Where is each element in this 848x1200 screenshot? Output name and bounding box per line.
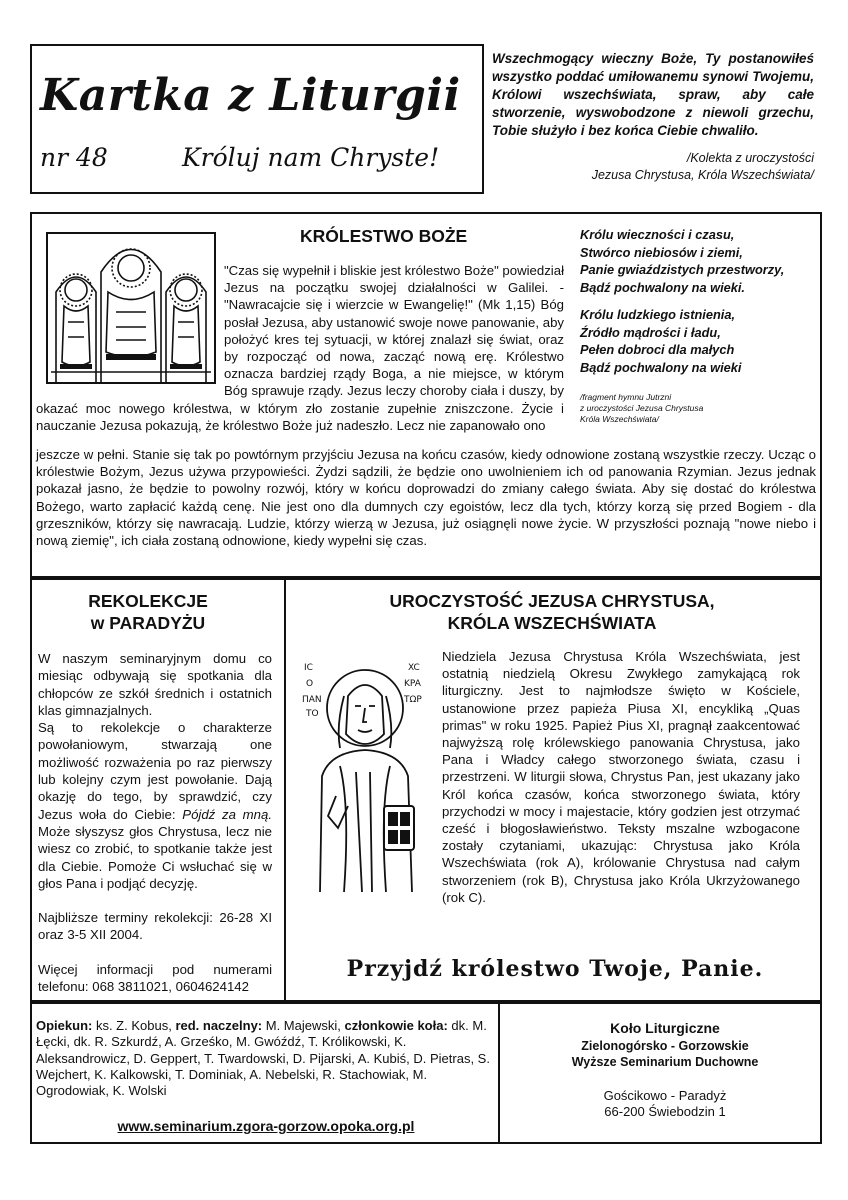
club-line: Wyższe Seminarium Duchowne: [571, 1055, 759, 1069]
staff-label: Opiekun:: [36, 1018, 93, 1033]
rekolekcje-heading-line: w PARADYŻU: [90, 613, 206, 633]
staff-label: członkowie koła:: [344, 1018, 448, 1033]
hymn-line: Królu ludzkiego istnienia,: [580, 307, 735, 322]
hymn-source-line: z uroczystości Jezusa Chrystusa: [580, 403, 704, 413]
icon-letter: TΩP: [404, 695, 422, 705]
hymn-stanza-1: [580, 226, 820, 296]
editorial-staff: [36, 1018, 496, 1099]
krolestwo-heading: KRÓLESTWO BOŻE: [300, 226, 468, 246]
hymn-line: Bądź pochwalony na wieki: [580, 359, 742, 375]
newsletter-title: Kartka z Liturgii: [40, 70, 461, 121]
hymn-source-line: /fragment hymnu Jutrzni: [580, 392, 672, 402]
uroczystosc-heading: [288, 590, 816, 634]
rekolekcje-contact: Więcej informacji pod numerami telefonu: 068 3811021, 0604624142: [38, 961, 272, 995]
club-name: Koło Liturgiczne: [610, 1020, 720, 1036]
address-line: 66-200 Świebodzin 1: [604, 1104, 726, 1119]
icon-letter: TO: [306, 709, 319, 719]
icon-letter: O: [306, 679, 314, 689]
icon-letter: IC: [304, 663, 313, 673]
uroczystosc-heading-line: UROCZYSTOŚĆ JEZUSA CHRYSTUSA,: [389, 591, 715, 611]
staff-value: ks. Z. Kobus,: [92, 1018, 176, 1033]
address-line: Gościkowo - Paradyż: [603, 1088, 727, 1103]
rekolekcje-p2-text: Może słyszysz głos Chrystusa, lecz nie wiesz co zrobić, to spotkanie także jest dla Ciebie. Pomoże Ci wsłuchać się w głos Pana i podjąć decyzję.: [38, 823, 272, 891]
icon-letter: KPA: [404, 679, 421, 689]
club-line: Zielonogórsko - Gorzowskie: [581, 1039, 749, 1053]
postal-address: [510, 1088, 820, 1120]
staff-value: dk. M. Łęcki, dk. R. Szkurdź, A. Grześko, M. Gwóźdź, T. Królikowski, K. Aleksandrowicz, D. Geppert, T. Twardowski, D. Pijarski, A. Kubiś, D. Pietras, S. Wejchert, K. Kalkowski, T. Dominiak, A. Nebelski, R. Stachowiak, M. Ogrodowiak, K. Wolski: [36, 1018, 490, 1099]
hymn-line: Stwórco niebiosów i ziemi,: [580, 244, 743, 260]
rekolekcje-paragraph-2: [38, 719, 272, 892]
krolestwo-text: [36, 262, 564, 434]
rekolekcje-p2-text: Są to rekolekcje o charakterze powołaniowym, stwarzają one możliwość rozważenia po raz pierwszy lub kolejny czym jest powołanie. Dają okazję do tego, by sprawdzić, czy Jezus woła do Ciebie:: [38, 720, 272, 822]
hymn-stanza-2: [580, 306, 820, 376]
krolestwo-text-part2: jeszcze w pełni. Stanie się tak po powtórnym przyjściu Jezusa na końcu czasów, kiedy odnowione zostaną wszystkie rzeczy. Ucząc o królestwie Bożym, Jezus używa przypowieści. Żydzi sądzili, że będzie ono uwolnieniem ich od panowania Rzymian. Jezus jednak pokazał jasno, że będzie to powolny rozwój, który w końcu doprowadzi do zmiany całego świata. Aby się dostać do królestwa Bożego, warto zapłacić każdą cenę. Nie jest ono dla dumnych czy egoistów, lecz dla tych, którzy korzą się przed Bogiem - dla grzeszników, którzy się nawracają. Ludzie, którzy wierzą w Jezusa, już osiągnęli nowe życie. W przyszłości poznają "nowe niebo i nową ziemię", ich ciała zostaną odnowione, kiedy wypełni się czas.: [36, 447, 816, 549]
staff-value: M. Majewski,: [262, 1018, 345, 1033]
image-wrap-spacer: [36, 262, 224, 390]
icon-letter: ΠAN: [302, 695, 322, 705]
club-info: [510, 1020, 820, 1070]
website-link[interactable]: www.seminarium.zgora-gorzow.opoka.org.pl: [117, 1118, 415, 1134]
rekolekcje-body: [38, 650, 272, 995]
rekolekcje-heading: [32, 590, 264, 634]
rekolekcje-heading-line: REKOLEKCJE: [88, 591, 208, 611]
krolestwo-text-part1: "Czas się wypełnił i bliskie jest królestwo Boże" powiedział Jezus na początku swojej działalności w Galilei. - "Nawracajcie się i wierzcie w Ewangelię!" (Mk 1,15) Bóg posłał Jezusa, aby ustanowić swoje nowe panowanie, aby położyć kres tej sytuacji, w której znalazł się świat, oraz by rozpocząć od nowa, zacząć nową erę. Królestwo oznacza bardziej rządy Boga, a nie miejsce, w którym Bóg sprawuje rządy. Jezus leczy choroby ciała i duszy, by okazać moc nowego królestwa, w którym zło zostanie zupełnie zniszczone. Życie i nauczanie Jezusa pokazują, że królestwo Boże już nadeszło. Lecz nie zapanowało ono: [36, 263, 564, 433]
collect-source: [492, 150, 814, 184]
hymn-source: [580, 392, 780, 425]
collect-prayer: Wszechmogący wieczny Boże, Ty postanowiłeś wszystko poddać umiłowanemu synowi Twojemu, Królowi wszechświata, spraw, aby całe stworzenie, wyswobodzone z niewoli grzechu, Tobie służyło i bez końca Ciebie chwaliło.: [492, 51, 814, 138]
uroczystosc-heading-line: KRÓLA WSZECHŚWIATA: [447, 613, 657, 633]
staff-label: red. naczelny:: [175, 1018, 263, 1033]
christ-pantocrator-icon: [300, 656, 430, 896]
issue-number: nr 48: [40, 143, 108, 172]
hymn-line: Bądź pochwalony na wieki.: [580, 279, 745, 295]
rekolekcje-paragraph-1: W naszym seminaryjnym domu co miesiąc odbywają się spotkania dla chłopców ze szkół średnich i ostatnich klas gimnazjalnych.: [38, 651, 272, 718]
rekolekcje-dates: Najbliższe terminy rekolekcji: 26-28 XI oraz 3-5 XII 2004.: [38, 910, 272, 943]
hymn-line: Źródło mądrości i ładu,: [580, 324, 721, 340]
motto: Króluj nam Chryste!: [182, 143, 440, 172]
hymn-source-line: Króla Wszechświata/: [580, 414, 659, 424]
uroczystosc-body: Niedziela Jezusa Chrystusa Króla Wszechświata, jest ostatnią niedzielą Okresu Zwykłego zamykającą rok liturgiczny. Jest to najmłodsze święto w Kościele, ustanowione przez papieża Piusa XI, encykliką „Quas primas" w roku 1925. Papież Pius XI, pragnął zaakcentować najwyższą rolę królewskiego panowania Chrystusa, jako Pana i Władcy całego stworzonego świata, czasu i przestrzeni. W liturgii słowa, Chrystus Pan, jest ukazany jako Król końca czasów, końca stworzonego świata, który przychodzi w mocy i majestacie, który godzien jest otrzymać cześć i błogosławieństwo. Teksty mszalne wzbogacone zostały czytaniami, ukazując: Chrystusa jako Króla Wszechświata (rok A), królowanie Chrystusa nad całym stworzeniem (rok B), Chrystusa jako Króla Ukrzyżowanego (rok C).: [442, 649, 800, 905]
collect-source-line: Jezusa Chrystusa, Króla Wszechświata/: [591, 168, 814, 182]
icon-letter: XC: [408, 663, 420, 673]
collect-source-line: /Kolekta z uroczystości: [686, 151, 814, 165]
slogan: Przyjdź królestwo Twoje, Panie.: [346, 956, 764, 982]
hymn-line: Panie gwiaździstych przestworzy,: [580, 262, 785, 277]
hymn-line: Królu wieczności i czasu,: [580, 227, 735, 242]
hymn-line: Pełen dobroci dla małych: [580, 342, 735, 357]
rekolekcje-quote: Pójdź za mną.: [182, 806, 273, 822]
